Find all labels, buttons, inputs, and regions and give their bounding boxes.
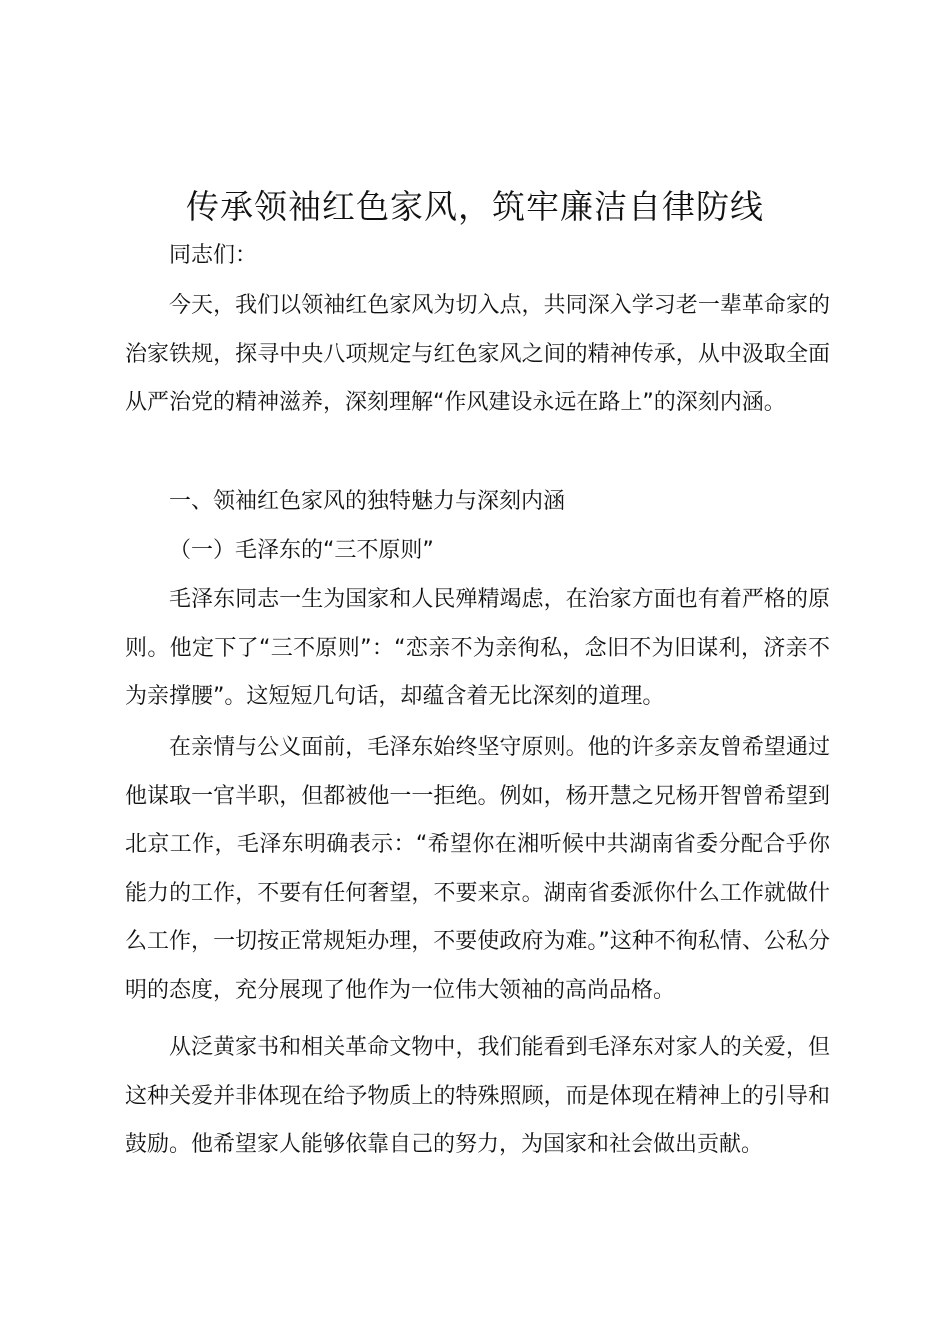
paragraph-mao-principles: 毛泽东同志一生为国家和人民殚精竭虑，在治家方面也有着严格的原则。他定下了“三不原则”：“恋亲不为亲徇私，念旧不为旧谋利，济亲不为亲撑腰”。这短短几句话，却蕴含着无比深刻的道理。 <box>125 587 830 709</box>
section-heading: 一、领袖红色家风的独特魅力与深刻内涵 <box>169 489 566 514</box>
subsection-heading: （一）毛泽东的“三不原则” <box>169 538 434 563</box>
document-title: 传承领袖红色家风，筑牢廉洁自律防线 <box>186 187 764 226</box>
paragraph-mao-family: 在亲情与公义面前，毛泽东始终坚守原则。他的许多亲友曾希望通过他谋取一官半职，但都被他一一拒绝。例如，杨开慧之兄杨开智曾希望到北京工作，毛泽东明确表示：“希望你在湘听候中共湖南省委分配合乎你能力的工作，不要有任何奢望，不要来京。湖南省委派你什么工作就做什么工作，一切按正常规矩办理，不要使政府为难。”这种不徇私情、公私分明的态度，充分展现了他作为一位伟大领袖的高尚品格。 <box>125 735 830 1003</box>
salutation: 同志们： <box>169 243 258 268</box>
paragraph-mao-letters: 从泛黄家书和相关革命文物中，我们能看到毛泽东对家人的关爱，但这种关爱并非体现在给予物质上的特殊照顾，而是体现在精神上的引导和鼓励。他希望家人能够依靠自己的努力，为国家和社会做出贡献。 <box>125 1035 830 1157</box>
paragraph-intro: 今天，我们以领袖红色家风为切入点，共同深入学习老一辈革命家的治家铁规，探寻中央八项规定与红色家风之间的精神传承，从中汲取全面从严治党的精神滋养，深刻理解“作风建设永远在路上”的深刻内涵。 <box>125 293 830 415</box>
